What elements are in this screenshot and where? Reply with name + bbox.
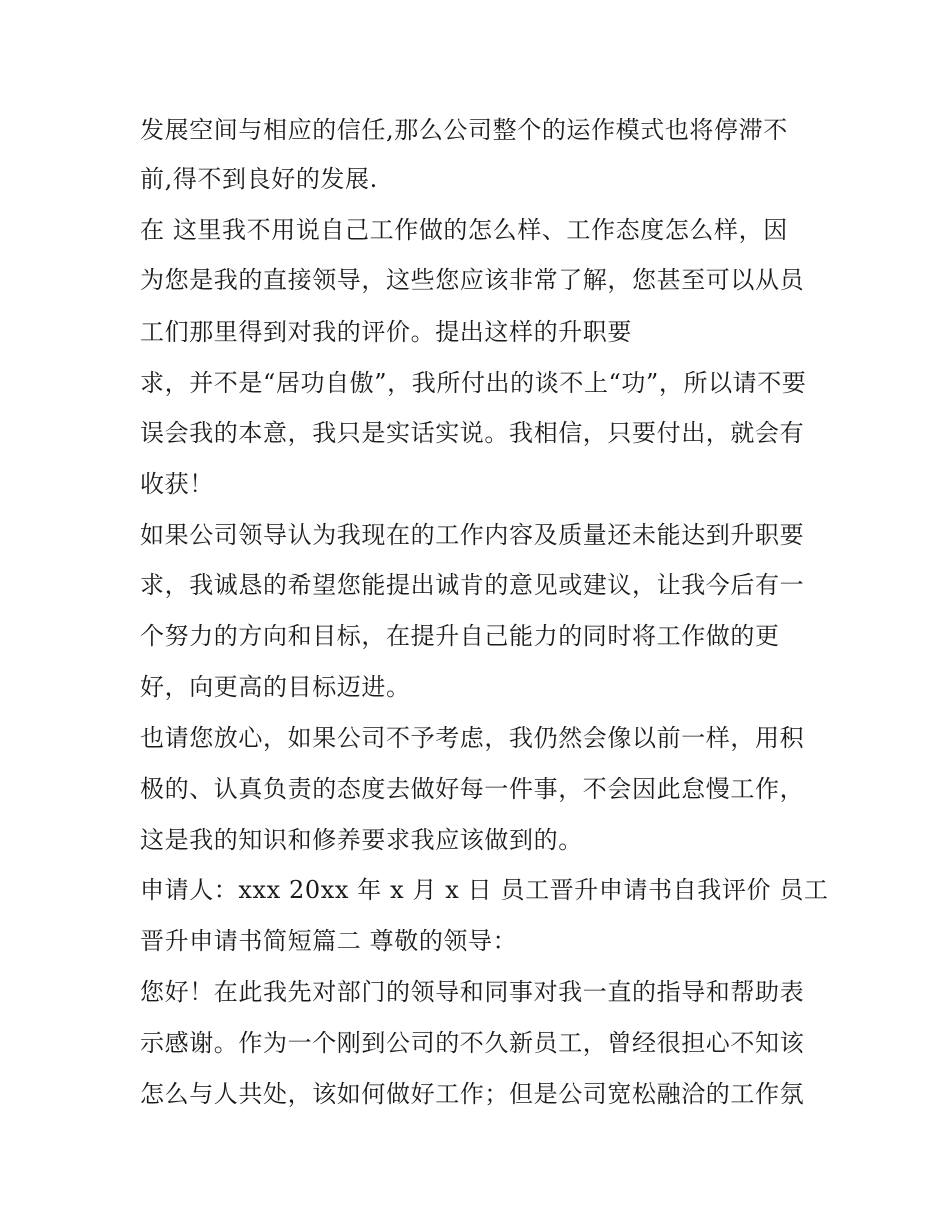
text-line: 极的、认真负责的态度去做好每一件事，不会因此怠慢工作， (140, 775, 805, 803)
text-line: 这是我的知识和修养要求我应该做到的。 (140, 826, 583, 854)
text-line: 为您是我的直接领导，这些您应该非常了解，您甚至可以从员 (140, 266, 805, 294)
text-line: 前,得不到良好的发展. (140, 165, 378, 193)
text-line: 在 这里我不用说自己工作做的怎么样、工作态度怎么样，因 (140, 216, 788, 244)
text-line: 发展空间与相应的信任,那么公司整个的运作模式也将停滞不 (140, 116, 788, 144)
text-line: 怎么与人共处，该如何做好工作；但是公司宽松融洽的工作氛 (140, 1080, 805, 1108)
text-line: 申请人：xxx 20xx 年 x 月 x 日 员工晋升申请书自我评价 员工 (140, 876, 829, 904)
text-line: 好，向更高的目标迈进。 (140, 673, 411, 701)
text-line: 晋升申请书简短篇二 尊敬的领导： (140, 927, 518, 955)
text-line: 也请您放心，如果公司不予考虑，我仍然会像以前一样，用积 (140, 724, 805, 752)
text-line: 示感谢。作为一个刚到公司的不久新员工，曾经很担心不知该 (140, 1029, 805, 1057)
text-line: 如果公司领导认为我现在的工作内容及质量还未能达到升职要 (140, 521, 805, 549)
text-line: 收获！ (140, 470, 214, 498)
text-line: 误会我的本意，我只是实话实说。我相信，只要付出，就会有 (140, 419, 805, 447)
text-line: 求，并不是“居功自傲”，我所付出的谈不上“功”，所以请不要 (140, 369, 807, 397)
text-line: 求，我诚恳的希望您能提出诚肯的意见或建议，让我今后有一 (140, 571, 805, 599)
text-line: 工们那里得到对我的评价。提出这样的升职要 (140, 318, 632, 346)
text-line: 个努力的方向和目标，在提升自己能力的同时将工作做的更 (140, 622, 780, 650)
text-line: 您好！在此我先对部门的领导和同事对我一直的指导和帮助表 (140, 978, 805, 1006)
